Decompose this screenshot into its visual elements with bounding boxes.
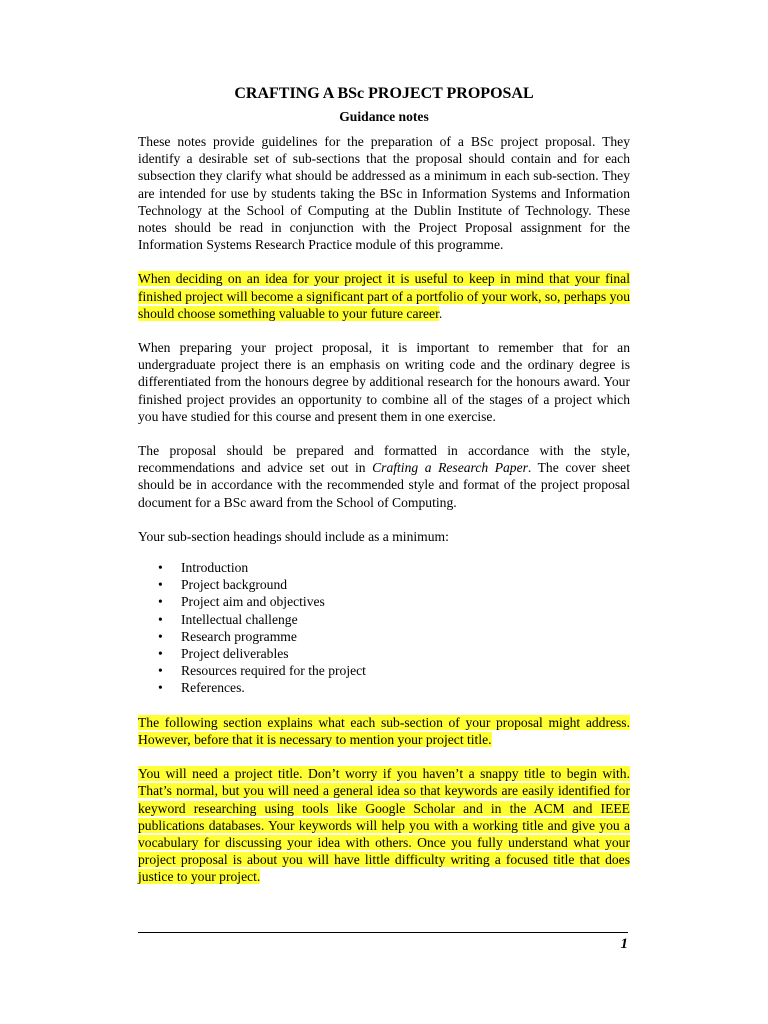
list-item <box>138 576 630 593</box>
list-item <box>138 611 630 628</box>
footer-rule <box>138 932 628 933</box>
list-item <box>138 662 630 679</box>
bullet-icon: • <box>158 560 163 576</box>
preparing-paragraph: When preparing your project proposal, it is important to remember that for an undergraduate project there is an emphasis on writing code and the ordinary degree is differentiated from the honours degree by additional research for the honours award. Your finished project provides an opportunity to combine all of the stages of a project which you have studied for this course and present them in one exercise. <box>138 340 630 424</box>
list-item-label: References. <box>181 680 245 696</box>
document-title: CRAFTING A BSc PROJECT PROPOSAL <box>234 85 534 102</box>
formatting-reference-title: Crafting a Research Paper <box>372 460 528 476</box>
list-item <box>138 593 630 610</box>
bullet-icon: • <box>158 611 163 627</box>
document-subtitle: Guidance notes <box>339 109 429 124</box>
list-item-label: Project background <box>181 577 288 593</box>
page-number: 1 <box>620 936 628 952</box>
project-title-highlight: You will need a project title. Don’t worry if you haven’t a snappy title to begin with. That’s normal, but you will need a general idea so that keywords are easily identified for keyword researching using tools like Google Scholar and in the ACM and IEEE publications databases. Your keywords will help you with a working title and give you a vocabulary for discussing your idea with others. Once you fully understand what your project proposal is about you will have little difficulty writing a focused title that does justice to your project. <box>138 766 630 885</box>
list-item <box>138 628 630 645</box>
list-item <box>138 559 630 576</box>
list-item-label: Resources required for the project <box>181 663 366 679</box>
project-title-paragraph <box>138 765 630 885</box>
bullet-icon: • <box>158 594 163 610</box>
portfolio-highlight: When deciding on an idea for your project it is useful to keep in mind that your final finished project will become a significant part of a portfolio of your work, so, perhaps you should choose something valuable to your future career <box>138 271 630 321</box>
list-item-label: Project deliverables <box>181 646 289 662</box>
list-item-label: Project aim and objectives <box>181 594 325 610</box>
portfolio-paragraph <box>138 270 630 322</box>
bullet-icon: • <box>158 663 163 679</box>
list-item-label: Introduction <box>181 560 249 576</box>
intro-paragraph: These notes provide guidelines for the preparation of a BSc project proposal. They identify a desirable set of sub-sections that the proposal should contain and for each subsection they clarify what should be addressed as a minimum in each sub-section. They are intended for use by students taking the BSc in Information Systems and Information Technology at the School of Computing at the Dublin Institute of Technology. These notes should be read in conjunction with the Project Proposal assignment for the Information Systems Research Practice module of this programme. <box>138 134 630 253</box>
document-body <box>138 84 630 903</box>
bullet-icon: • <box>158 628 163 644</box>
bullet-icon: • <box>158 646 163 662</box>
list-item <box>138 645 630 662</box>
list-item-label: Research programme <box>181 628 297 644</box>
portfolio-tail: . <box>438 305 443 321</box>
list-item <box>138 679 630 696</box>
subsection-list <box>138 559 630 697</box>
following-section-paragraph <box>138 714 630 748</box>
bullet-icon: • <box>158 680 163 696</box>
formatting-text-a: The proposal should be prepared and formatted in accordance with the style, recommendations and advice set out in <box>138 443 630 476</box>
formatting-text-b: . The cover sheet should be in accordance with the recommended style and format of the project proposal document for a BSc award from the School of Computing. <box>138 460 630 510</box>
headings-intro-paragraph: Your sub-section headings should include as a minimum: <box>138 528 449 544</box>
list-item-label: Intellectual challenge <box>181 611 298 627</box>
bullet-icon: • <box>158 577 163 593</box>
following-section-highlight: The following section explains what each sub-section of your proposal might address. However, before that it is necessary to mention your project title. <box>138 714 630 747</box>
formatting-paragraph <box>138 442 630 511</box>
